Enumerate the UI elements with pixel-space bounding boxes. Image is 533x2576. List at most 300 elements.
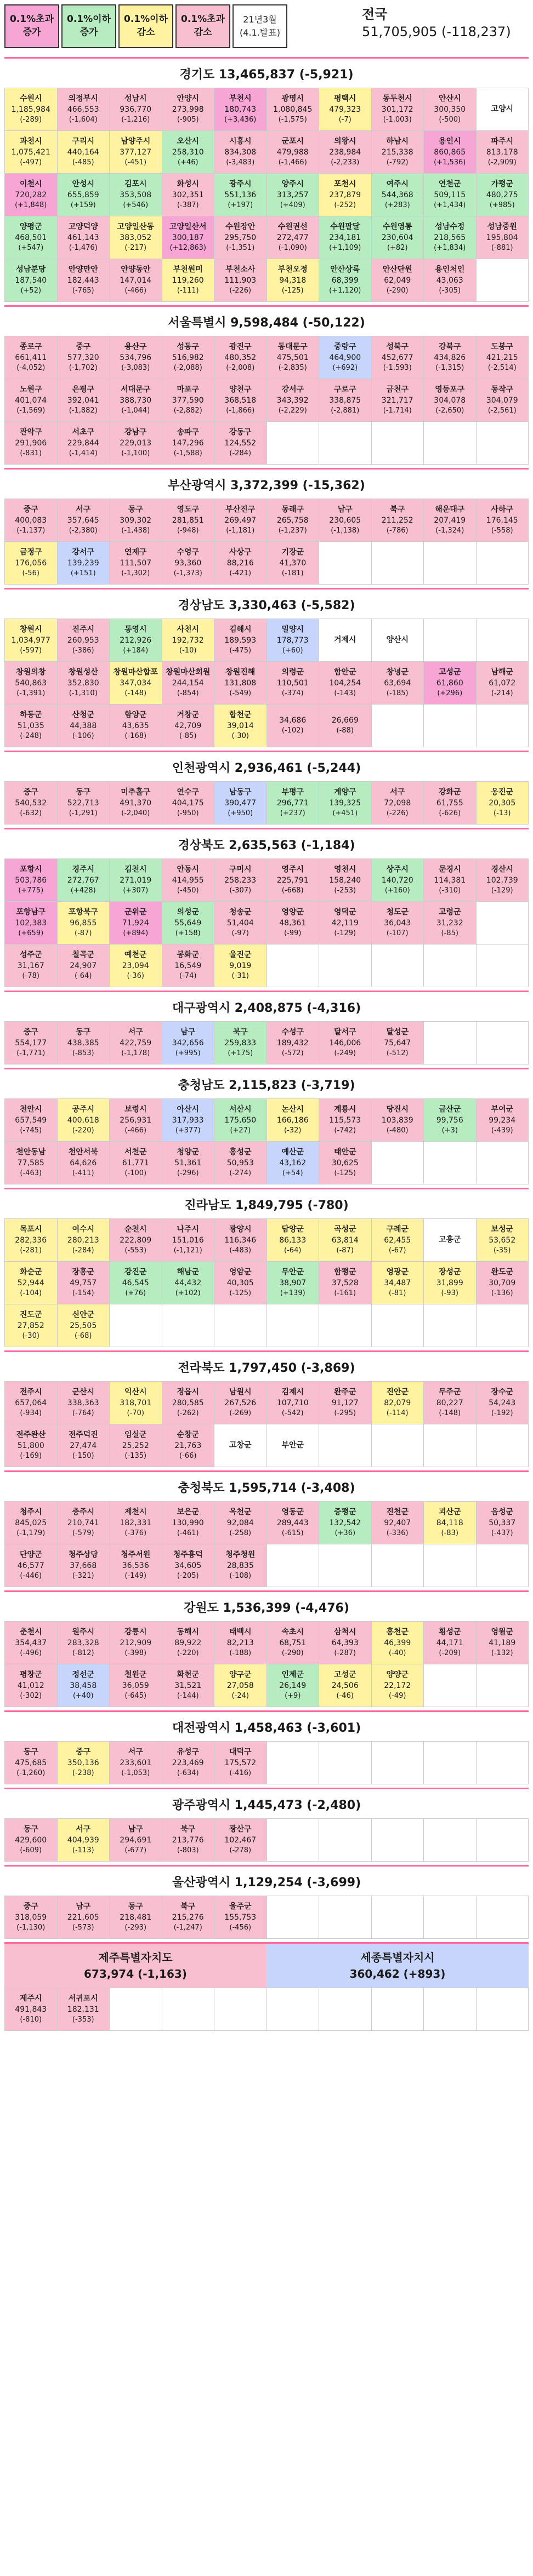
district-cell <box>58 902 110 944</box>
district-change: (-226) <box>229 287 252 295</box>
district-cell <box>372 259 424 302</box>
district-cell <box>58 422 110 465</box>
district-cell <box>162 782 215 825</box>
district-population: 377,590 <box>172 396 204 405</box>
district-cell <box>214 1022 267 1064</box>
district-name: 부평구 <box>281 787 304 797</box>
district-change: (-217) <box>124 244 147 253</box>
legend-up-over <box>4 4 59 48</box>
district-cell <box>424 1896 477 1939</box>
district-population: 302,351 <box>172 191 204 200</box>
district-name: 부천시 <box>229 94 252 103</box>
district-change: (-97) <box>231 929 249 938</box>
district-population: 464,900 <box>329 353 361 363</box>
district-population: 258,310 <box>172 148 204 157</box>
district-name: 삼척시 <box>333 1627 356 1636</box>
district-change: (+985) <box>489 201 515 210</box>
district-name: 나주시 <box>177 1224 200 1234</box>
jeju-value: 673,974 (-1,163) <box>84 1967 187 1980</box>
region-section <box>4 57 529 305</box>
district-cell <box>477 1142 529 1184</box>
district-name: 파주시 <box>491 136 514 146</box>
district-name: 달성군 <box>386 1027 409 1037</box>
district-change: (-100) <box>124 1169 147 1178</box>
district-grid <box>4 499 529 585</box>
district-change: (-2,650) <box>435 407 464 415</box>
district-name: 중구 <box>23 1027 38 1037</box>
district-cell <box>214 859 267 902</box>
district-population: 230,605 <box>329 516 361 525</box>
district-name: 남동구 <box>229 787 252 797</box>
district-name: 안성시 <box>72 179 95 188</box>
district-population: 223,469 <box>172 1759 204 1768</box>
district-name: 서구 <box>128 1027 143 1037</box>
district-population: 215,338 <box>381 148 413 157</box>
district-change: (-950) <box>177 809 199 818</box>
district-cell <box>162 131 215 174</box>
district-cell <box>372 902 424 944</box>
district-change: (+377) <box>175 1126 201 1135</box>
district-change: (+283) <box>384 201 410 210</box>
district-name: 성주군 <box>19 950 42 959</box>
district-change: (-1,216) <box>121 116 150 124</box>
district-name: 동대문구 <box>277 342 308 351</box>
district-population: 182,443 <box>67 276 99 285</box>
district-population: 20,305 <box>489 799 516 808</box>
district-population: 301,172 <box>381 105 413 115</box>
district-name: 중랑구 <box>333 342 356 351</box>
district-cell <box>214 902 267 944</box>
district-name: 천안시 <box>19 1104 42 1114</box>
district-cell <box>477 1502 529 1544</box>
district-name: 동구 <box>128 505 143 514</box>
district-population: 534,796 <box>120 353 152 363</box>
district-cell <box>162 1142 215 1184</box>
district-population: 96,855 <box>70 919 97 928</box>
district-cell <box>372 174 424 216</box>
district-name: 서초구 <box>72 427 95 437</box>
district-name: 중구 <box>23 505 38 514</box>
district-population: 30,709 <box>489 1279 516 1288</box>
district-name: 광양시 <box>229 1224 252 1234</box>
district-change: (+451) <box>332 809 358 818</box>
district-cell <box>424 422 477 465</box>
district-cell <box>58 662 110 705</box>
district-name: 영천시 <box>333 865 356 874</box>
district-population: 321,717 <box>381 396 413 405</box>
district-cell <box>424 1664 477 1707</box>
district-cell <box>372 1896 424 1939</box>
district-name: 고양일산동 <box>117 222 155 231</box>
district-population: 119,260 <box>172 276 204 285</box>
district-change: (+27) <box>230 1126 251 1135</box>
district-population: 936,770 <box>120 105 152 115</box>
district-name: 곡성군 <box>333 1224 356 1234</box>
district-cell <box>319 1544 372 1587</box>
district-population: 139,325 <box>329 799 361 808</box>
district-population: 294,691 <box>120 1836 152 1845</box>
district-cell <box>162 422 215 465</box>
district-population: 102,383 <box>15 919 47 928</box>
district-name: 광산구 <box>229 1824 252 1834</box>
district-change: (+659) <box>18 929 44 938</box>
district-population: 475,685 <box>15 1759 47 1768</box>
district-population: 657,549 <box>15 1116 47 1125</box>
district-change: (-1,310) <box>69 689 98 698</box>
district-population: 468,501 <box>15 233 47 243</box>
district-population: 272,767 <box>67 876 99 885</box>
district-population: 210,741 <box>67 1519 99 1528</box>
district-cell <box>162 705 215 747</box>
district-cell <box>5 1988 58 2031</box>
district-change: (-49) <box>389 1692 406 1701</box>
district-cell <box>58 131 110 174</box>
district-cell <box>5 1304 58 1347</box>
district-population: 36,059 <box>122 1681 149 1691</box>
district-population: 50,337 <box>489 1519 516 1528</box>
district-cell <box>110 1664 162 1707</box>
district-cell <box>372 1544 424 1587</box>
district-population: 429,600 <box>15 1836 47 1845</box>
district-cell <box>319 379 372 422</box>
district-name: 청도군 <box>386 907 409 917</box>
district-cell <box>214 336 267 379</box>
district-change: (+237) <box>280 809 305 818</box>
district-name: 임실군 <box>124 1430 147 1439</box>
district-population: 41,012 <box>17 1681 44 1691</box>
district-name: 칠곡군 <box>72 950 95 959</box>
district-cell <box>58 1099 110 1142</box>
district-name: 강진군 <box>124 1267 147 1276</box>
district-population: 52,944 <box>17 1279 44 1288</box>
district-name: 청주청원 <box>225 1550 256 1559</box>
district-name: 강남구 <box>124 427 147 437</box>
district-name: 안산단원 <box>382 265 412 274</box>
district-name: 계양구 <box>333 787 356 797</box>
district-cell <box>110 1304 162 1347</box>
district-population: 62,455 <box>384 1236 411 1245</box>
region-title: 서울특별시 9,598,484 (-50,122) <box>168 316 365 330</box>
region-section <box>4 305 529 468</box>
legend-label: 증가 <box>80 27 98 38</box>
district-name: 함안군 <box>333 667 356 677</box>
district-name: 고창군 <box>229 1441 252 1450</box>
district-cell <box>162 902 215 944</box>
region-section <box>4 1470 529 1590</box>
district-name: 밀양시 <box>281 625 304 634</box>
district-population: 421,215 <box>486 353 518 363</box>
district-cell <box>267 1819 320 1862</box>
district-population: 289,443 <box>276 1519 309 1528</box>
district-change: (-446) <box>20 1572 42 1581</box>
district-population: 61,755 <box>436 799 463 808</box>
district-cell <box>5 1219 58 1262</box>
district-change: (-496) <box>20 1649 42 1658</box>
regions-list <box>0 57 533 1942</box>
district-name: 성남시 <box>124 94 147 103</box>
district-cell <box>110 174 162 216</box>
district-population: 131,808 <box>224 679 257 688</box>
district-change: (+1,848) <box>15 201 47 210</box>
district-population: 151,016 <box>172 1236 204 1245</box>
district-cell <box>424 259 477 302</box>
district-change: (-387) <box>177 201 199 210</box>
district-cell <box>110 944 162 987</box>
district-name: 오산시 <box>177 136 200 146</box>
report-date <box>233 4 287 48</box>
district-name: 서구 <box>76 505 91 514</box>
district-cell <box>162 1099 215 1142</box>
district-change: (-321) <box>72 1572 94 1581</box>
district-cell <box>58 1502 110 1544</box>
district-population: 64,393 <box>331 1639 359 1648</box>
district-population: 577,320 <box>67 353 99 363</box>
district-name: 이천시 <box>19 179 42 188</box>
district-cell <box>372 1382 424 1424</box>
district-cell <box>162 216 215 259</box>
district-name: 연천군 <box>438 179 461 188</box>
district-population: 434,826 <box>434 353 466 363</box>
district-name: 고성군 <box>333 1670 356 1679</box>
district-population: 313,257 <box>276 191 309 200</box>
district-cell <box>319 1819 372 1862</box>
district-change: (-1,044) <box>121 407 150 415</box>
district-change: (-1,291) <box>69 809 98 818</box>
district-change: (-31) <box>231 972 249 981</box>
district-cell <box>5 1544 58 1587</box>
district-name: 포항시 <box>19 865 42 874</box>
district-change: (-24) <box>231 1692 249 1701</box>
district-change: (-238) <box>72 1769 94 1778</box>
district-name: 가평군 <box>491 179 514 188</box>
district-cell <box>424 1382 477 1424</box>
district-change: (-30) <box>22 1332 39 1341</box>
district-name: 남구 <box>76 1902 91 1911</box>
district-population: 187,540 <box>15 276 47 285</box>
district-change: (-485) <box>72 158 94 167</box>
district-cell <box>424 216 477 259</box>
district-cell <box>319 499 372 542</box>
district-cell <box>58 216 110 259</box>
district-cell <box>372 662 424 705</box>
district-cell <box>267 1382 320 1424</box>
district-name: 서천군 <box>124 1147 147 1157</box>
district-cell <box>110 705 162 747</box>
district-change: (-1,351) <box>226 244 255 253</box>
district-change: (-188) <box>229 1649 252 1658</box>
district-population: 77,585 <box>17 1159 44 1168</box>
district-cell <box>110 782 162 825</box>
region-section <box>4 1865 529 1942</box>
district-name: 구미시 <box>229 865 252 874</box>
district-population: 147,014 <box>120 276 152 285</box>
district-population: 68,751 <box>279 1639 307 1648</box>
district-cell <box>424 1502 477 1544</box>
district-cell <box>424 1424 477 1467</box>
district-population: 269,497 <box>224 516 257 525</box>
district-cell <box>267 336 320 379</box>
district-population: 92,084 <box>226 1519 254 1528</box>
district-cell <box>372 1622 424 1664</box>
district-cell <box>58 705 110 747</box>
district-name: 서구 <box>76 1824 91 1834</box>
district-name: 충주시 <box>72 1507 95 1516</box>
empty-cell <box>267 1988 320 2031</box>
district-cell <box>58 1304 110 1347</box>
district-change: (-87) <box>336 1246 354 1255</box>
district-cell <box>267 1304 320 1347</box>
district-cell <box>319 902 372 944</box>
district-cell <box>477 1622 529 1664</box>
district-change: (-512) <box>386 1049 409 1058</box>
district-change: (-2,561) <box>487 407 517 415</box>
district-name: 해남군 <box>177 1267 200 1276</box>
district-change: (-336) <box>386 1529 409 1538</box>
district-change: (-1,714) <box>383 407 412 415</box>
district-change: (-1,771) <box>16 1049 46 1058</box>
region-title: 충청북도 1,595,714 (-3,408) <box>178 1481 355 1495</box>
district-population: 452,677 <box>381 353 413 363</box>
district-cell <box>372 1022 424 1064</box>
district-change: (-284) <box>72 1246 94 1255</box>
district-cell <box>214 422 267 465</box>
district-name: 고양시 <box>491 105 514 114</box>
district-change: (-252) <box>334 201 356 210</box>
district-population: 166,186 <box>276 1116 309 1125</box>
district-population: 475,501 <box>276 353 309 363</box>
district-cell <box>214 1896 267 1939</box>
district-population: 9,019 <box>229 961 252 971</box>
district-cell <box>319 131 372 174</box>
district-population: 155,753 <box>224 1913 257 1922</box>
district-cell <box>5 336 58 379</box>
district-cell <box>477 174 529 216</box>
district-change: (-274) <box>229 1169 252 1178</box>
district-cell <box>424 542 477 585</box>
district-change: (-169) <box>20 1452 42 1461</box>
district-cell <box>214 131 267 174</box>
district-grid <box>4 1501 529 1587</box>
district-cell <box>372 336 424 379</box>
district-change: (-113) <box>72 1846 94 1855</box>
district-population: 343,392 <box>276 396 309 405</box>
district-name: 청양군 <box>177 1147 200 1157</box>
district-change: (-2,088) <box>173 364 202 373</box>
district-cell <box>424 1262 477 1304</box>
district-change: (+775) <box>18 886 44 895</box>
district-cell <box>5 1022 58 1064</box>
district-cell <box>372 1262 424 1304</box>
district-change: (-1,138) <box>331 526 360 535</box>
district-name: 거제시 <box>333 636 356 645</box>
district-cell <box>319 336 372 379</box>
district-name: 광명시 <box>281 94 304 103</box>
empty-cell <box>110 1988 162 2031</box>
district-population: 139,239 <box>67 559 99 568</box>
district-cell <box>58 1622 110 1664</box>
district-name: 포천시 <box>333 179 356 188</box>
district-cell <box>162 1544 215 1587</box>
district-population: 509,115 <box>434 191 466 200</box>
district-change: (-74) <box>179 972 197 981</box>
district-cell <box>5 422 58 465</box>
district-change: (-181) <box>281 569 304 578</box>
district-cell <box>162 336 215 379</box>
region-title: 강원도 1,536,399 (-4,476) <box>184 1601 349 1615</box>
district-cell <box>5 944 58 987</box>
district-name: 군산시 <box>72 1387 95 1396</box>
region-section <box>4 588 529 751</box>
district-change: (-107) <box>386 929 409 938</box>
district-cell <box>110 1382 162 1424</box>
district-name: 사하구 <box>491 505 514 514</box>
district-population: 438,385 <box>67 1039 99 1048</box>
district-population: 357,645 <box>67 516 99 525</box>
district-population: 657,064 <box>15 1399 47 1408</box>
district-change: (-450) <box>177 886 199 895</box>
district-population: 422,759 <box>120 1039 152 1048</box>
district-change: (-1,476) <box>69 244 98 253</box>
district-cell <box>424 1219 477 1262</box>
district-population: 834,308 <box>224 148 257 157</box>
district-population: 61,771 <box>122 1159 149 1168</box>
district-cell <box>477 379 529 422</box>
district-name: 용인처인 <box>435 265 465 274</box>
district-change: (-290) <box>281 1649 304 1658</box>
district-change: (-68) <box>75 1332 92 1341</box>
district-population: 88,216 <box>226 559 254 568</box>
district-name: 전주덕진 <box>68 1430 98 1439</box>
district-name: 남구 <box>128 1824 143 1834</box>
district-population: 461,143 <box>67 233 99 243</box>
district-cell <box>477 1304 529 1347</box>
district-change: (-905) <box>177 116 199 124</box>
district-cell <box>214 705 267 747</box>
district-population: 503,786 <box>15 876 47 885</box>
district-name: 금산군 <box>438 1104 461 1114</box>
district-change: (+12,863) <box>169 244 207 253</box>
district-change: (-135) <box>124 1452 147 1461</box>
legend-up-under <box>61 4 116 48</box>
district-cell <box>214 1382 267 1424</box>
district-change: (-295) <box>334 1409 356 1418</box>
district-name: 순창군 <box>177 1430 200 1439</box>
district-population: 30,625 <box>331 1159 359 1168</box>
district-change: (-13) <box>494 809 511 818</box>
district-name: 강동구 <box>229 427 252 437</box>
district-change: (-1,588) <box>173 449 202 458</box>
district-change: (+52) <box>20 287 42 295</box>
district-change: (+175) <box>228 1049 253 1058</box>
district-change: (-1,260) <box>16 1769 46 1778</box>
district-cell <box>267 902 320 944</box>
district-change: (-3,483) <box>226 158 255 167</box>
district-name: 수영구 <box>177 547 200 557</box>
district-change: (-573) <box>72 1924 94 1932</box>
district-population: 23,094 <box>122 961 149 971</box>
empty-cell <box>162 1988 215 2031</box>
district-change: (-310) <box>439 886 461 895</box>
district-name: 홍성군 <box>229 1147 252 1157</box>
district-change: (-745) <box>20 1126 42 1135</box>
district-change: (-1,100) <box>121 449 150 458</box>
district-cell <box>267 1622 320 1664</box>
district-name: 부안군 <box>281 1441 304 1450</box>
district-change: (-1,604) <box>69 116 98 124</box>
district-name: 창원의창 <box>16 667 46 677</box>
district-name: 창원진해 <box>225 667 256 677</box>
district-change: (-461) <box>177 1529 199 1538</box>
